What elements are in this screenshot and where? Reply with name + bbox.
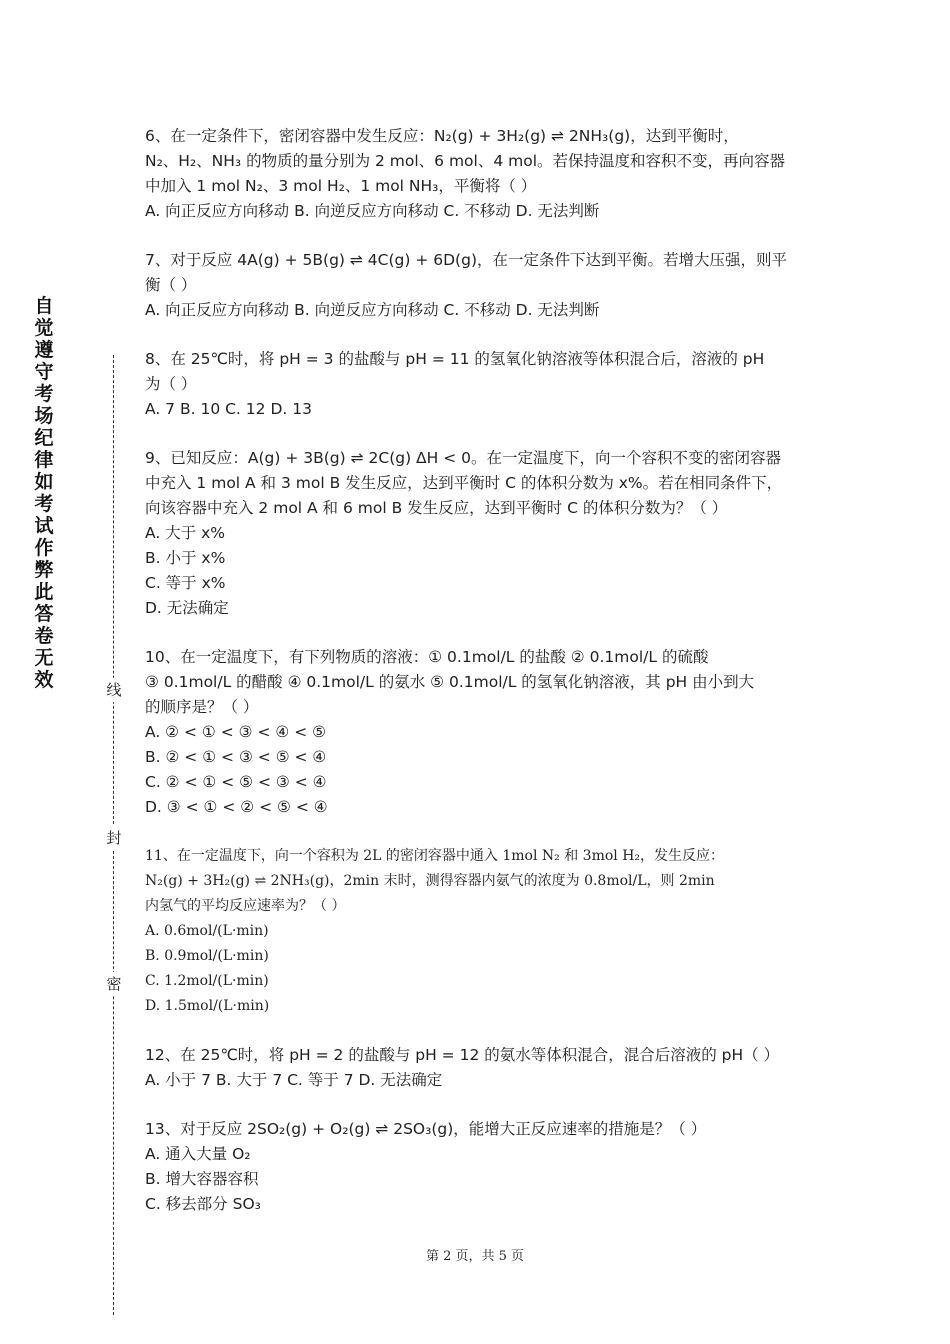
question-line: 9、已知反应：A(g) + 3B(g) ⇌ 2C(g) ΔH < 0。在一定温度下，向一个容积不变的密闭容器: [145, 449, 782, 467]
question-6: [145, 124, 817, 224]
question-line: D. 无法确定: [145, 599, 229, 617]
question-line: 6、在一定条件下，密闭容器中发生反应：N₂(g) + 3H₂(g) ⇌ 2NH₃(g)，达到平衡时，: [145, 127, 739, 145]
question-line: ③ 0.1mol/L 的醋酸 ④ 0.1mol/L 的氨水 ⑤ 0.1mol/L 的氢氧化钠溶液，其 pH 由小到大: [145, 673, 755, 691]
question-line: B. 小于 x%: [145, 549, 226, 567]
question-line: A. 小于 7 B. 大于 7 C. 等于 7 D. 无法确定: [145, 1071, 443, 1089]
question-line: A. 通入大量 O₂: [145, 1145, 251, 1163]
question-13: [145, 1117, 817, 1217]
question-line: A. 向正反应方向移动 B. 向逆反应方向移动 C. 不移动 D. 无法判断: [145, 202, 600, 220]
question-line: 衡（ ）: [145, 276, 197, 294]
question-line: 12、在 25℃时，将 pH = 2 的盐酸与 pH = 12 的氨水等体积混合，混合后溶液的 pH（ ）: [145, 1046, 780, 1064]
question-9: [145, 446, 817, 621]
question-line: 向该容器中充入 2 mol A 和 6 mol B 发生反应，达到平衡时 C 的体积分数为？（ ）: [145, 499, 728, 517]
question-line: 7、对于反应 4A(g) + 5B(g) ⇌ 4C(g) + 6D(g)，在一定条件下达到平衡。若增大压强，则平: [145, 251, 787, 269]
question-8: [145, 347, 817, 422]
question-list: [145, 124, 817, 1241]
question-line: 内氢气的平均反应速率为？（ ）: [145, 898, 346, 914]
question-line: B. 0.9mol/(L·min): [145, 948, 269, 964]
question-line: C. 等于 x%: [145, 574, 226, 592]
question-line: N₂、H₂、NH₃ 的物质的量分别为 2 mol、6 mol、4 mol。若保持温度和容积不变，再向容器: [145, 152, 786, 170]
question-line: 11、在一定温度下，向一个容积为 2L 的密闭容器中通入 1mol N₂ 和 3mol H₂，发生反应：: [145, 848, 725, 864]
question-line: A. 0.6mol/(L·min): [145, 923, 269, 939]
question-line: 8、在 25℃时，将 pH = 3 的盐酸与 pH = 11 的氢氧化钠溶液等体积混合后，溶液的 pH: [145, 350, 765, 368]
question-line: 中充入 1 mol A 和 3 mol B 发生反应，达到平衡时 C 的体积分数为 x%。若在相同条件下，: [145, 474, 783, 492]
question-10: [145, 645, 817, 820]
question-12: [145, 1043, 817, 1093]
question-line: 13、对于反应 2SO₂(g) + O₂(g) ⇌ 2SO₃(g)，能增大正反应速率的措施是？（ ）: [145, 1120, 707, 1138]
question-line: A. 大于 x%: [145, 524, 226, 542]
question-line: B. ② < ① < ③ < ⑤ < ④: [145, 748, 327, 766]
binding-label-secret: 密: [104, 972, 124, 996]
question-line: C. ② < ① < ⑤ < ③ < ④: [145, 773, 327, 791]
question-line: C. 移去部分 SO₃: [145, 1195, 261, 1213]
binding-label-line: 线: [104, 678, 124, 702]
question-line: B. 增大容器容积: [145, 1170, 259, 1188]
question-line: A. 向正反应方向移动 B. 向逆反应方向移动 C. 不移动 D. 无法判断: [145, 301, 600, 319]
question-11: [145, 844, 817, 1019]
binding-label-seal: 封: [104, 826, 124, 850]
question-line: C. 1.2mol/(L·min): [145, 973, 269, 989]
page-footer: 第 2 页，共 5 页: [425, 1249, 525, 1264]
question-line: A. ② < ① < ③ < ④ < ⑤: [145, 723, 327, 741]
question-line: D. ③ < ① < ② < ⑤ < ④: [145, 798, 328, 816]
question-line: D. 1.5mol/(L·min): [145, 998, 270, 1014]
question-line: 为（ ）: [145, 375, 197, 393]
question-line: A. 7 B. 10 C. 12 D. 13: [145, 400, 312, 418]
question-line: 中加入 1 mol N₂、3 mol H₂、1 mol NH₃，平衡将（ ）: [145, 177, 537, 195]
question-line: 的顺序是？（ ）: [145, 698, 259, 716]
question-line: N₂(g) + 3H₂(g) ⇌ 2NH₃(g)，2min 末时，测得容器内氨气的浓度为 0.8mol/L，则 2min: [145, 873, 715, 889]
exam-discipline-warning: 自觉遵守考场纪律如考试作弊此答卷无效: [34, 295, 54, 691]
question-line: 10、在一定温度下，有下列物质的溶液：① 0.1mol/L 的盐酸 ② 0.1mol/L 的硫酸: [145, 648, 709, 666]
question-7: [145, 248, 817, 323]
